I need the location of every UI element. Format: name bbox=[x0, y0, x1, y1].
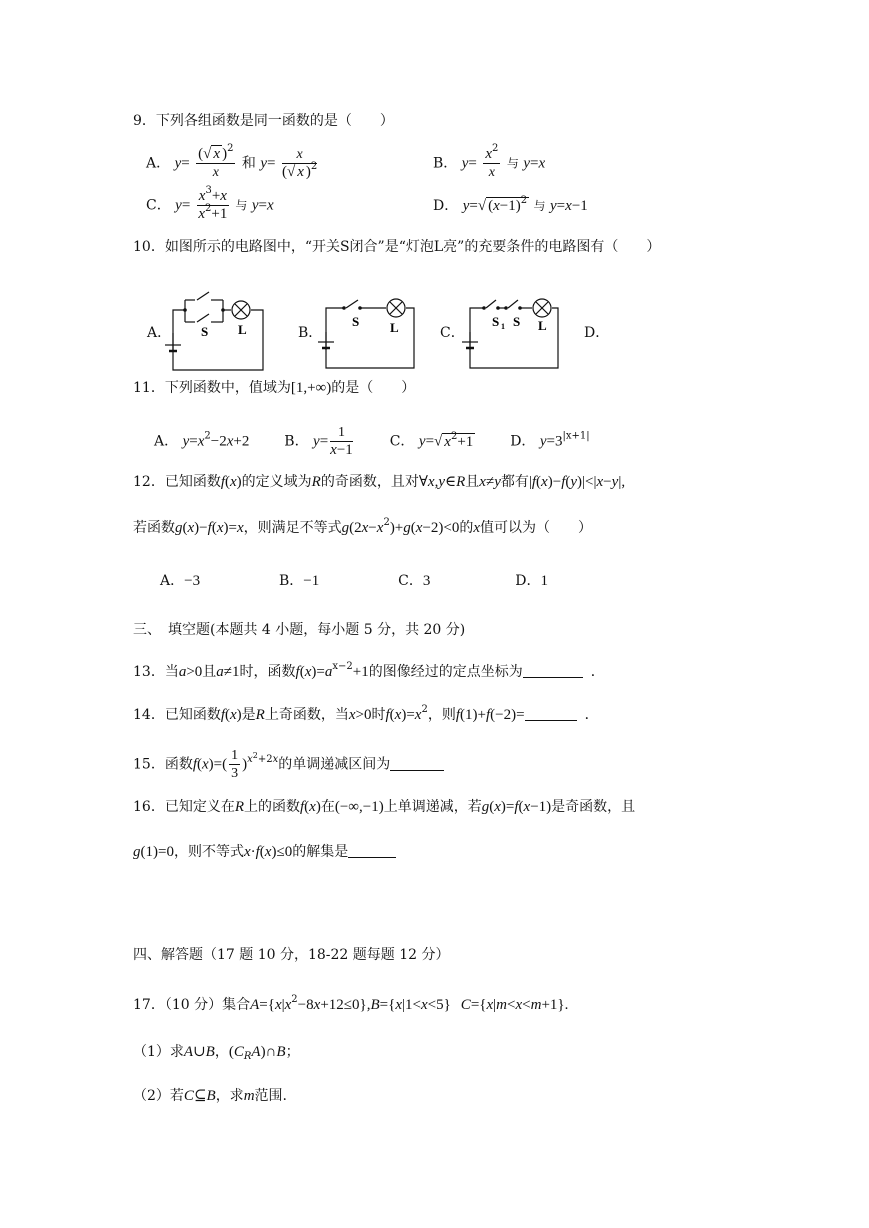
circuit-c bbox=[458, 290, 563, 375]
circuit-a bbox=[163, 288, 268, 378]
switch-label: S bbox=[352, 314, 360, 329]
q9-c-and: 与 bbox=[235, 198, 248, 213]
q15: 15．函数f(x)=( $\frac{1}{3}$ )$^{x^2+2x}$的单调递减区间为 bbox=[133, 747, 444, 781]
q9-option-c: C． y= $\frac{x^3+x}{x^2+1}$ 与 y=x bbox=[146, 185, 274, 222]
q13: 13．当a>0且a≠1时，函数$f(x)=a^{x-2}+1$的图像经过的定点坐标为 ． bbox=[133, 661, 605, 680]
q9-option-a: A． y= $\frac{(√ x )^2}{x}$ 和 y= $\frac{x}{(√ x )^2}$ bbox=[146, 143, 318, 180]
switch-label: S bbox=[513, 314, 521, 329]
lamp-label: L bbox=[238, 322, 247, 337]
q16-line1: 16．已知定义在R上的函数f(x)在(−∞,−1)上单调递减，若g(x)=f(x−1)是奇函数，且 bbox=[133, 799, 636, 815]
q12-line2: 若函数g(x)−f(x)=x，则满足不等式$g(2x-x^2)+g(x-2)<0$的x值可以为（ ） bbox=[133, 517, 593, 536]
circuit-b bbox=[314, 290, 419, 375]
q17-part2: （2）若C⊆B，求m范围. bbox=[133, 1088, 287, 1104]
switch1-label: S bbox=[492, 314, 500, 329]
q10-d-label: D． bbox=[584, 325, 610, 341]
q9-b-and: 与 bbox=[506, 156, 519, 171]
q9-option-d: D． y=√ $(x-1)^2$ 与 y=x−1 bbox=[433, 195, 588, 214]
q9-option-b: B． y= $\frac{x^2}{x}$ 与 y=x bbox=[433, 143, 546, 180]
q11-options: A． $y=x^2-2x+2$ B． y= $\frac{1}{x-1}$ C． y=√ $x^2+1$ D． $y=3^{|x+1|}$ bbox=[154, 425, 590, 458]
q10-c-label: C． bbox=[440, 325, 465, 341]
switch1-sub: 1 bbox=[501, 322, 505, 331]
q17-stem: 17．（10 分）集合$A=\{x|x^2-8x+12\le 0\},B=\{x|1<x<5\}$ C={x|m<x<m+1}. bbox=[133, 994, 569, 1013]
q10-stem: 10．如图所示的电路图中，“开关S闭合”是“灯泡L亮”的充要条件的电路图有（ ） bbox=[133, 239, 661, 255]
q12-line1: 12．已知函数f(x)的定义域为R的奇函数，且对∀x,y∈R且x≠y都有|f(x)−f(y)|<|x−y|, bbox=[133, 474, 626, 490]
q9-c-label: C． bbox=[146, 197, 171, 214]
q12-options: A．−3 B．−1 C．3 D．1 bbox=[160, 573, 549, 589]
switch-label: S bbox=[201, 324, 209, 339]
q11-stem: 11．下列函数中，值域为[1,+∞)的是（ ） bbox=[133, 380, 416, 396]
q10-b-label: B． bbox=[298, 325, 323, 341]
q10-a-label: A． bbox=[147, 325, 172, 341]
section-4-heading: 四、解答题（17 题 10 分，18-22 题每题 12 分） bbox=[133, 947, 450, 963]
q9-b-label: B． bbox=[433, 155, 458, 172]
lamp-label: L bbox=[390, 320, 399, 335]
lamp-label: L bbox=[538, 318, 547, 333]
q16-line2: g(1)=0，则不等式x·f(x)≤0的解集是 bbox=[133, 842, 396, 862]
q9-d-and: 与 bbox=[533, 199, 546, 213]
q14: 14．已知函数f(x)是R上奇函数，当x>0时$f(x)=x^2$，则f(1)+f(−2)= ． bbox=[133, 704, 599, 723]
section-3-heading: 三、 填空题(本题共 4 小题，每小题 5 分，共 20 分) bbox=[133, 622, 466, 638]
q9-a-and: 和 bbox=[241, 155, 256, 172]
q9-d-label: D． bbox=[433, 198, 459, 214]
q9-stem: 9．下列各组函数是同一函数的是（ ） bbox=[133, 113, 394, 129]
q9-a-label: A． bbox=[146, 155, 171, 172]
q17-part1: （1）求A∪B，$(C_RA)\cap B$； bbox=[133, 1044, 300, 1062]
